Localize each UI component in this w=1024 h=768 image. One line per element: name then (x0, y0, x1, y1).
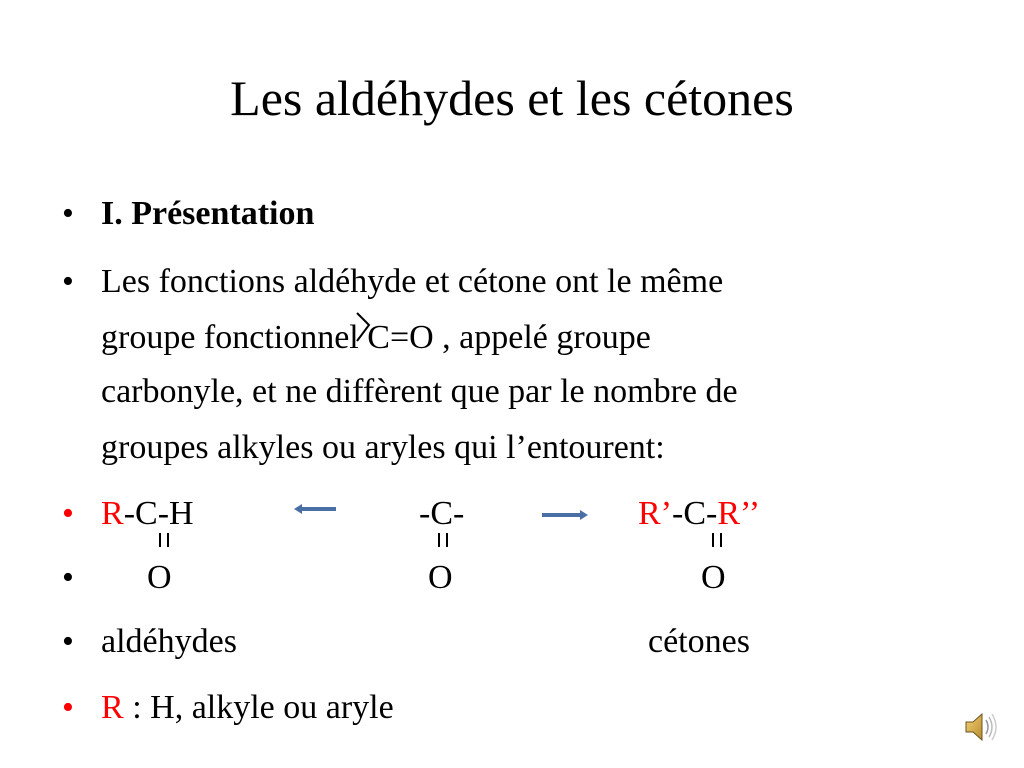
double-bond-mark (720, 533, 722, 547)
arrow-right-icon (542, 509, 588, 521)
bullet-marker: • (62, 495, 74, 532)
intro-line-1: Les fonctions aldéhyde et cétone ont le même (101, 263, 724, 300)
intro-line-3: carbonyle, et ne diffèrent que par le nombre de (101, 373, 738, 410)
speaker-icon[interactable] (960, 708, 1000, 746)
section-heading: I. Présentation (101, 195, 315, 232)
bullet-marker: • (62, 559, 74, 596)
double-bond-mark (438, 533, 440, 547)
intro-line-2-prefix: groupe fonctionnel (101, 319, 368, 356)
ketone-chain: -C- (672, 495, 718, 532)
r-symbol: R (101, 689, 124, 726)
oxygen-carbonyl: O (428, 559, 453, 596)
double-bond-mark (446, 533, 448, 547)
double-bond-mark (712, 533, 714, 547)
oxygen-aldehyde: O (147, 559, 172, 596)
carbonyl-group-text: C=O (367, 319, 434, 356)
carbonyl-bond-icon (353, 311, 373, 359)
intro-line-2 (101, 318, 651, 358)
arrow-left-icon (294, 503, 338, 515)
aldehyde-r-group: R (101, 495, 124, 532)
oxygen-ketone: O (701, 559, 726, 596)
r-definition (101, 688, 394, 728)
ketone-r1-group: R’ (638, 495, 672, 532)
aldehyde-chain: -C-H (123, 495, 194, 532)
bullet-marker: • (62, 195, 74, 232)
intro-line-4: groupes alkyles ou aryles qui l’entourent: (101, 429, 665, 466)
bullet-marker: • (62, 623, 74, 660)
bullet-marker: • (62, 689, 74, 726)
intro-line-2-suffix: , appelé groupe (433, 319, 651, 356)
aldehyde-formula (101, 494, 194, 534)
slide-title: Les aldéhydes et les cétones (230, 70, 794, 126)
double-bond-mark (167, 533, 169, 547)
r-definition-text: : H, alkyle ou aryle (123, 689, 394, 726)
ketone-r2-group: R’’ (717, 495, 761, 532)
carbonyl-formula: -C- (419, 495, 465, 532)
label-aldehydes: aldéhydes (101, 623, 237, 660)
label-cetones: cétones (648, 623, 750, 660)
double-bond-mark (159, 533, 161, 547)
bullet-marker: • (62, 263, 74, 300)
ketone-formula (638, 494, 760, 534)
carbonyl-group (367, 319, 433, 356)
